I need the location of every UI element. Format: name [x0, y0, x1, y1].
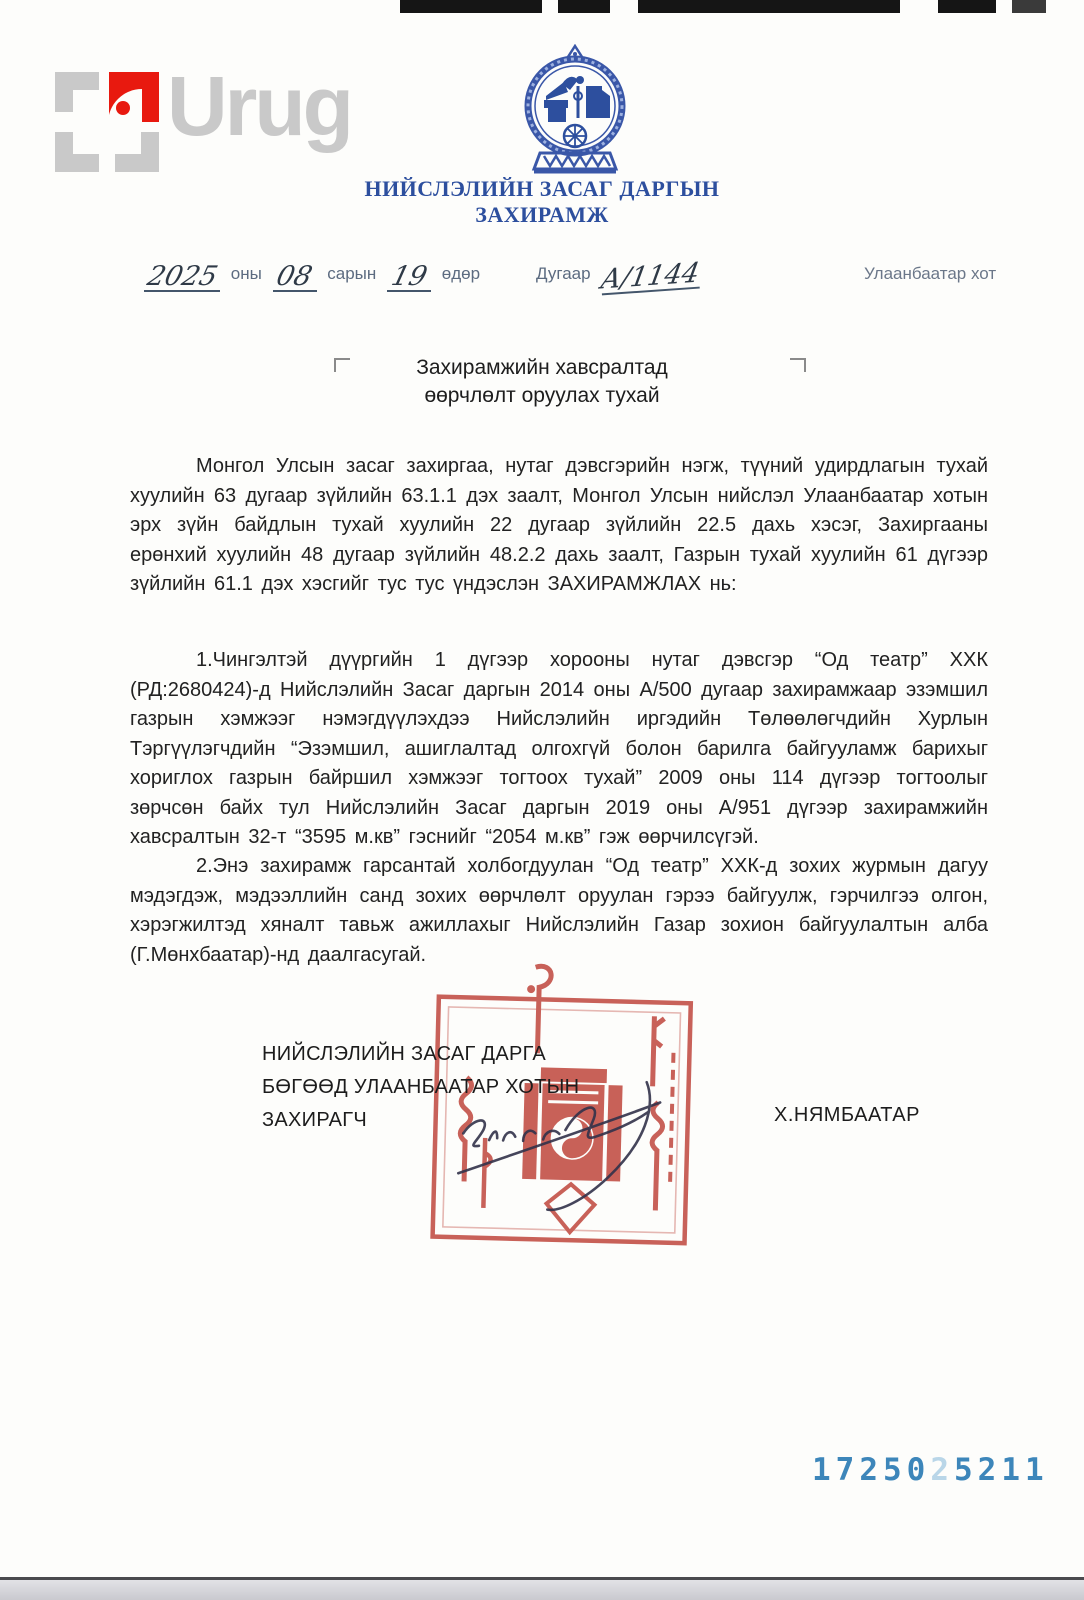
clause-2-paragraph: 2.Энэ захирамж гарсантай холбогдуулан “Од театр” ХХК-д зохих журмын дагуу мэдэгдэж, мэдээллийн санд зохих өөрчлөлт оруулан гэрээ байгуулж, гэрчилгээ олгон, хэрэгжилтэд хяналт тавьж ажиллахыг Нийслэлийн Газар зохион байгуулалтын алба (Г.Мөнхбаатар)-нд даалгасугай. — [130, 855, 988, 966]
dateline — [0, 252, 1084, 302]
urug-red-corner-icon — [109, 72, 159, 122]
subject-heading — [0, 354, 1084, 410]
preamble-paragraph: Монгол Улсын засаг захиргаа, нутаг дэвсгэрийн нэгж, түүний удирдлагын тухай хуулийн 63 дугаар зүйлийн 63.1.1 дэх заалт, Монгол Улсын нийслэл Улаанбаатар хотын эрх зүйн байдлын тухай хуулийн 22 дугаар зүйлийн 22.5 дахь хэсэг, Захиргааны ерөнхий хуулийн 48 дугаар зүйлийн 48.2.2 дахь заалт, Газрын тухай хуулийн 61 дүгээр зүйлийн 61.1 дэх хэсгийг тус тус үндэслэн ЗАХИРАМЖЛАХ нь: — [130, 455, 988, 595]
page-bottom-strip — [0, 1580, 1084, 1600]
scan-artifact-bar — [1012, 0, 1046, 13]
signatory-name: Х.НЯМБААТАР — [774, 1104, 920, 1126]
subject-line2: өөрчлөлт оруулах тухай — [424, 384, 660, 407]
signatory-title-line2: БӨГӨӨД УЛААНБААТАР ХОТЫН — [262, 1076, 580, 1098]
date-fields — [138, 261, 481, 292]
org-title-line1: НИЙСЛЭЛИЙН ЗАСАГ ДАРГЫН — [364, 176, 720, 201]
doc-number-suffix: 5211 — [954, 1452, 1049, 1488]
city-label: Улаанбаатар хот — [864, 264, 997, 283]
doc-number-handwritten: А/1144 — [598, 257, 703, 296]
subject-line1: Захирамжийн хавсралтад — [416, 356, 668, 379]
signatory-title-line1: НИЙСЛЭЛИЙН ЗАСАГ ДАРГА — [262, 1043, 547, 1065]
urug-frame-icon — [55, 72, 159, 172]
number-field — [536, 257, 706, 296]
date-year-handwritten: 2025 — [143, 261, 221, 292]
number-label: Дугаар — [536, 264, 591, 283]
scan-artifact-bar — [558, 0, 610, 13]
signatory-title-line3: ЗАХИРАГЧ — [262, 1109, 368, 1131]
urug-watermark-logo — [55, 59, 351, 172]
document-registration-number — [812, 1452, 1049, 1488]
day-label: өдөр — [441, 264, 481, 283]
document-org-title — [0, 176, 1084, 228]
clause-1-paragraph: 1.Чингэлтэй дүүргийн 1 дүгээр хорооны нутаг дэвсгэр “Од театр” ХХК (РД:2680424)-д Нийслэлийн Засаг даргын 2014 оны А/500 дугаар захирамжаар эзэмшил газрын хэмжээг нэмэгдүүлэхдээ Нийслэлийн иргэдийн Төлөөлөгчдийн Хурлын Тэргүүлэгчдийн “Эзэмшил, ашиглалтад олгохгүй болон барилга байгууламж барихыг хориглох газрын байршил хэмжээг тогтоох тухай” 2009 оны 114 дүгээр тогтоолыг зөрчсөн байх тул Нийслэлийн Засаг даргын 2019 оны А/951 дүгээр захирамжийн хавсралтын 32-т “3595 м.кв” гэснийг “2054 м.кв” гэж өөрчилсүгэй. — [130, 649, 988, 848]
scan-artifact-bar — [400, 0, 542, 13]
scan-artifact-bar — [638, 0, 900, 13]
doc-number-faded-digit: 2 — [930, 1452, 954, 1488]
year-label: оны — [230, 264, 262, 283]
doc-number-prefix: 17250 — [812, 1452, 931, 1488]
month-label: сарын — [327, 264, 377, 283]
org-title-line2: ЗАХИРАМЖ — [475, 202, 609, 227]
signatory-title — [262, 1038, 622, 1137]
date-day-handwritten: 19 — [388, 261, 431, 292]
urug-brand-text: Urug — [167, 59, 351, 153]
date-month-handwritten: 08 — [273, 261, 316, 292]
ulaanbaatar-governor-emblem-icon — [498, 44, 653, 179]
scan-artifact-bar — [938, 0, 996, 13]
